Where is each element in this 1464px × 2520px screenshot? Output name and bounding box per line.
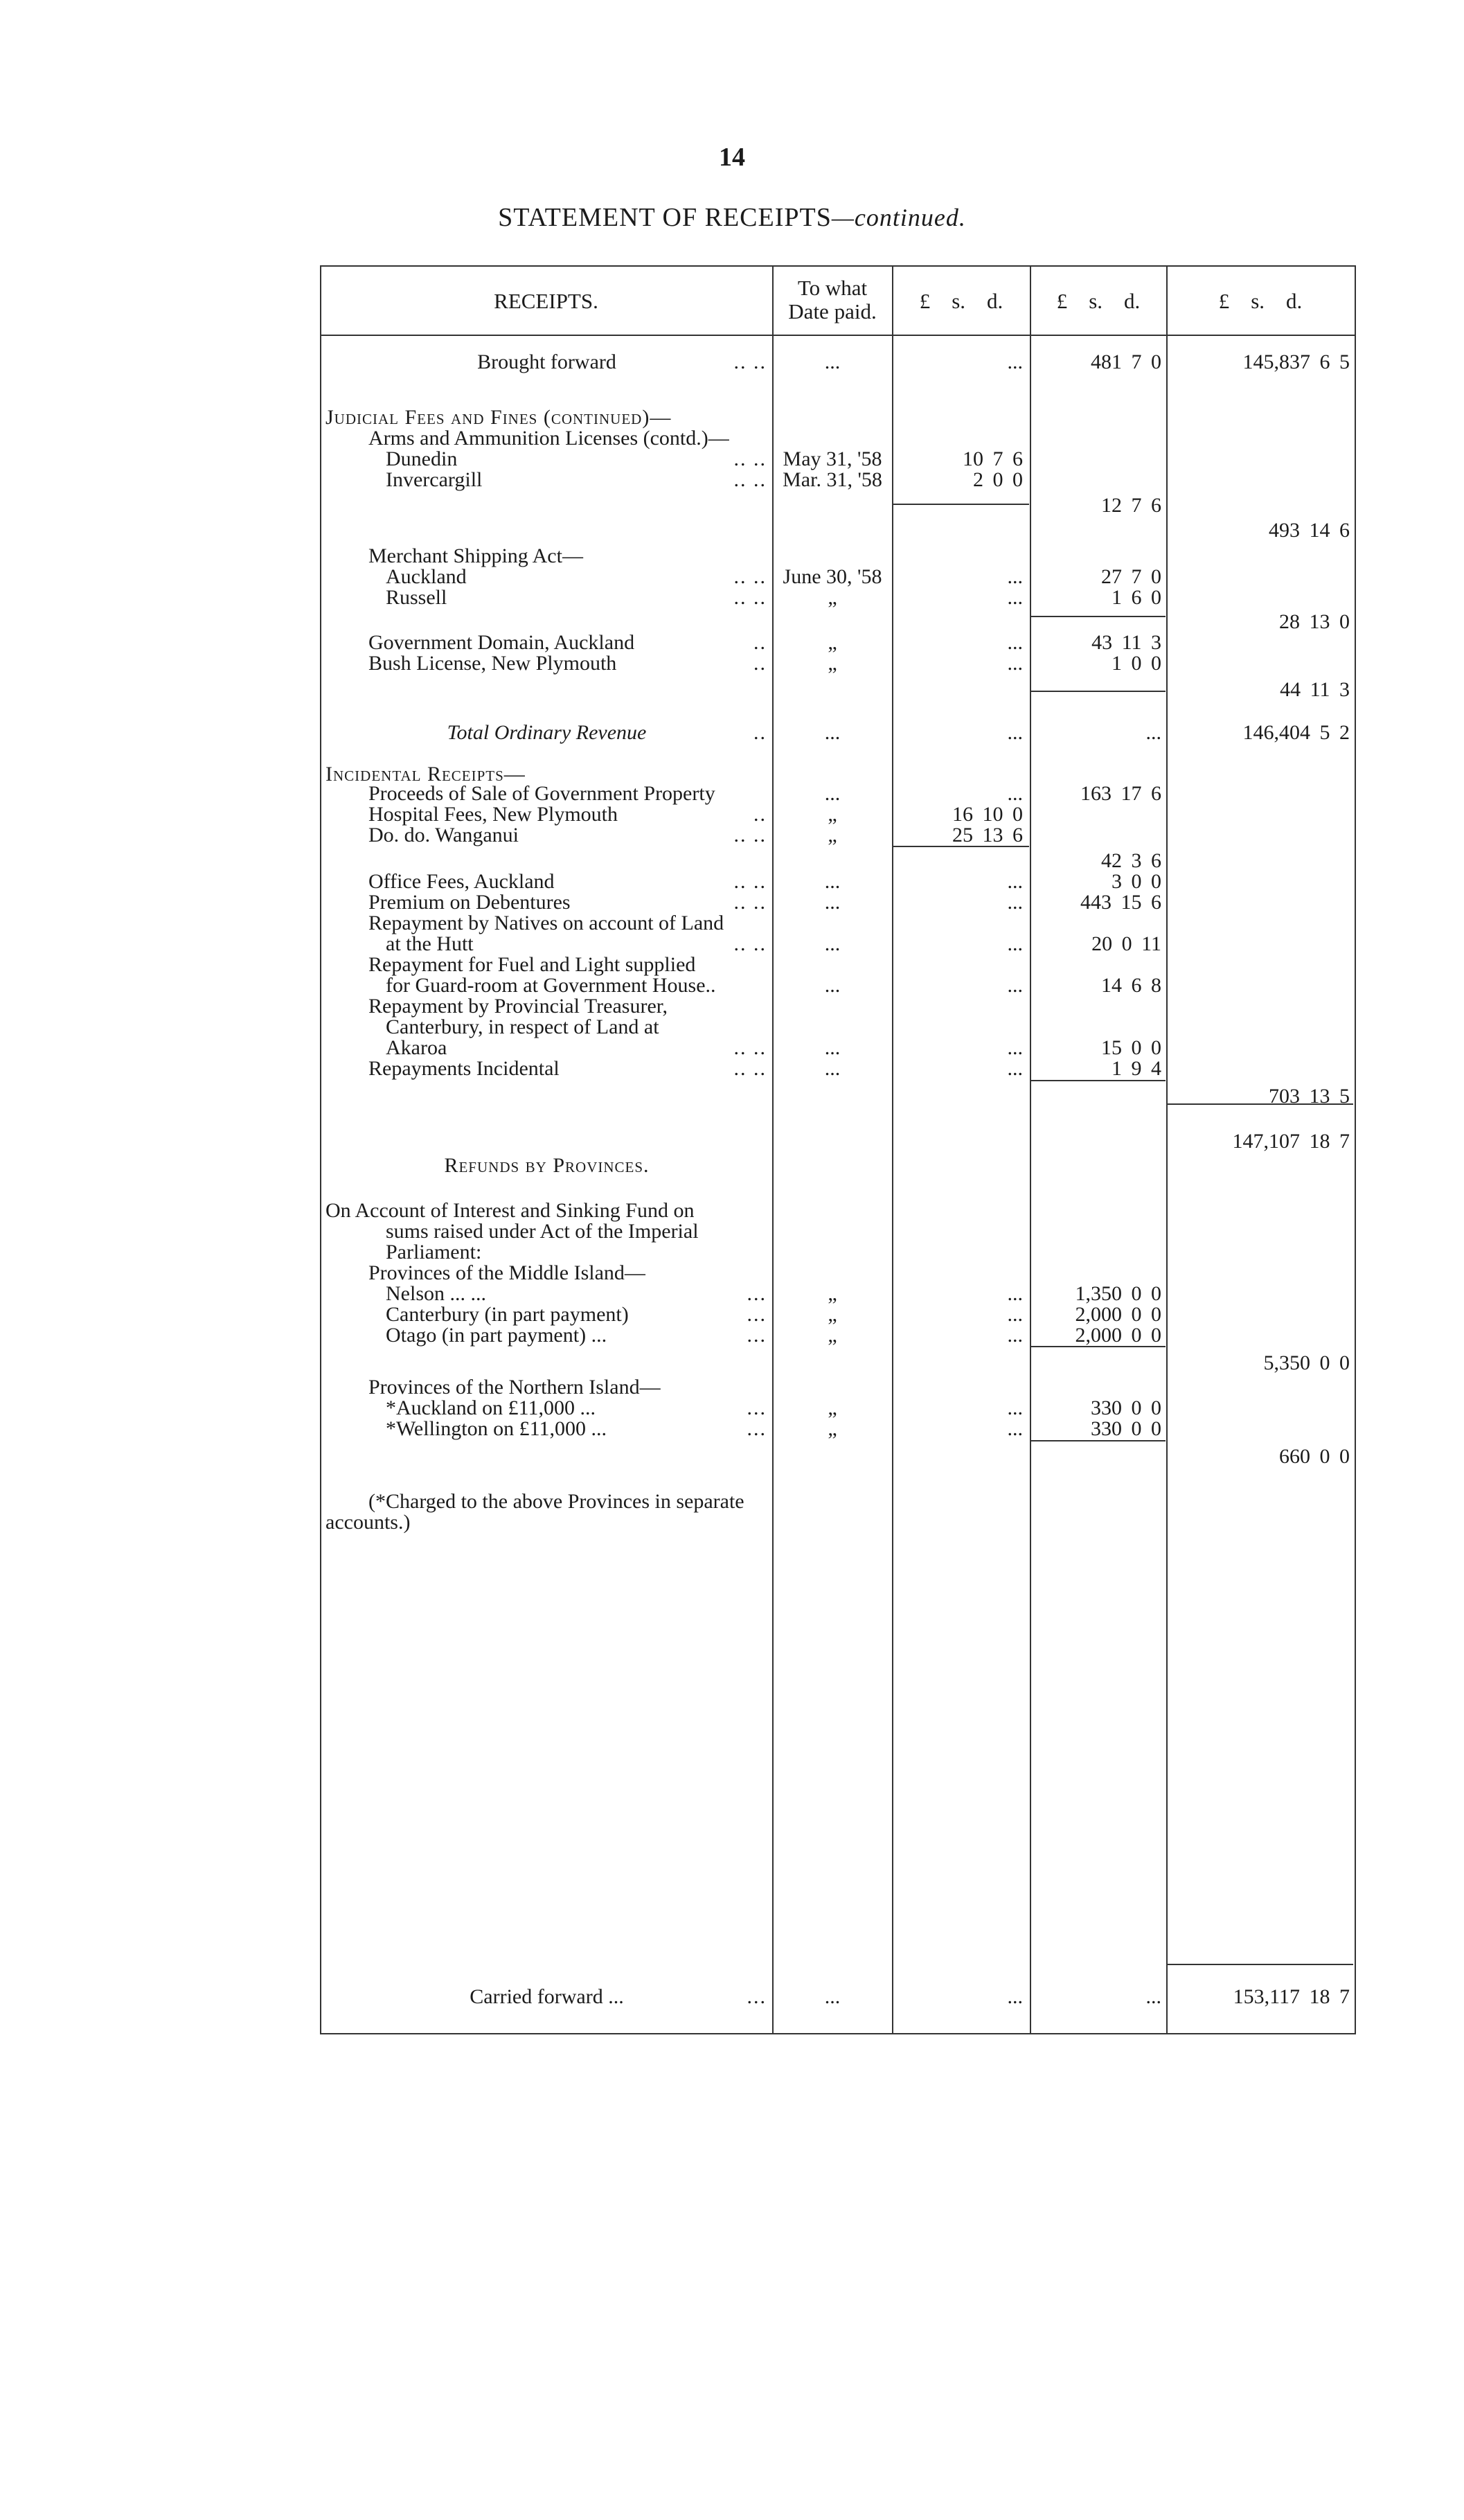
row-description: Provinces of the Northern Island— — [368, 1376, 661, 1399]
row-amount-col1: ... — [1007, 586, 1023, 609]
row-amount-col3: 703 13 5 — [1269, 1085, 1350, 1108]
row-leader-dots: .. .. — [733, 870, 767, 893]
row-amount-col1: ... — [1007, 1396, 1023, 1419]
row-date-paid: ... — [824, 932, 841, 955]
row-amount-col1: ... — [1007, 721, 1023, 744]
row-amount-col2: 1 6 0 — [1112, 586, 1161, 609]
sum-rule — [1168, 1964, 1353, 1965]
row-date-paid: „ — [828, 1282, 837, 1305]
row-leader-dots: .. .. — [733, 468, 767, 491]
title-suffix: —continued. — [831, 204, 966, 231]
row-description: Provinces of the Middle Island— — [368, 1261, 645, 1284]
top-rule — [320, 265, 1356, 267]
row-description: Canterbury, in respect of Land at — [386, 1015, 659, 1038]
row-description: Otago (in part payment) ... — [386, 1324, 607, 1347]
row-description: Auckland — [386, 565, 467, 588]
table-row — [320, 1153, 1356, 1178]
table-row — [320, 518, 1356, 543]
row-description: accounts.) — [325, 1511, 411, 1534]
row-amount-col3: 147,107 18 7 — [1232, 1130, 1350, 1153]
row-amount-col1: 16 10 0 — [952, 803, 1023, 826]
page-number: 14 — [719, 143, 745, 172]
row-date-paid: „ — [828, 652, 837, 675]
row-description: Dunedin — [386, 447, 458, 470]
row-amount-col1: ... — [1007, 1417, 1023, 1440]
row-amount-col1: ... — [1007, 631, 1023, 654]
row-date-paid: „ — [828, 803, 837, 826]
row-amount-col2: 15 0 0 — [1101, 1036, 1161, 1059]
row-description: Repayment by Provincial Treasurer, — [368, 995, 668, 1018]
header-date — [774, 276, 891, 323]
row-amount-col2: ... — [1145, 721, 1161, 744]
row-leader-dots: ... — [747, 1303, 767, 1326]
row-date-paid: ... — [824, 891, 841, 914]
page-title — [0, 202, 1464, 233]
header-col2: £ s. d. — [1056, 289, 1141, 313]
row-description: Brought forward — [477, 351, 616, 373]
row-amount-col1: ... — [1007, 932, 1023, 955]
row-date-paid: ... — [824, 351, 841, 373]
table-row — [320, 720, 1356, 745]
row-amount-col1: ... — [1007, 1282, 1023, 1305]
row-date-paid: „ — [828, 631, 837, 654]
row-amount-col3: 28 13 0 — [1279, 610, 1350, 633]
row-amount-col2: 1,350 0 0 — [1075, 1282, 1161, 1305]
row-amount-col2: 330 0 0 — [1091, 1396, 1161, 1419]
receipts-table — [320, 265, 1356, 2033]
row-leader-dots: .. — [753, 652, 767, 675]
row-date-paid: ... — [824, 870, 841, 893]
row-amount-col1: ... — [1007, 565, 1023, 588]
table-row — [320, 1056, 1356, 1081]
row-amount-col3: 145,837 6 5 — [1242, 351, 1350, 373]
row-amount-col1: ... — [1007, 891, 1023, 914]
row-amount-col2: 27 7 0 — [1101, 565, 1161, 588]
row-description: for Guard-room at Government House.. — [386, 974, 716, 997]
header-rule — [320, 335, 1356, 336]
header-date-line1: To what — [797, 276, 868, 300]
row-description: Repayment by Natives on account of Land — [368, 912, 724, 934]
row-amount-col2: 20 0 11 — [1091, 932, 1161, 955]
row-description: Refunds by Provinces. — [444, 1154, 650, 1177]
row-amount-col2: 3 0 0 — [1112, 870, 1161, 893]
row-amount-col3: 660 0 0 — [1279, 1445, 1350, 1468]
table-row — [320, 823, 1356, 848]
row-description: Russell — [386, 586, 447, 609]
row-amount-col1: ... — [1007, 1985, 1023, 2008]
table-row — [320, 585, 1356, 610]
table-row — [320, 677, 1356, 702]
table-row — [320, 468, 1356, 493]
row-amount-col3: 44 11 3 — [1280, 678, 1350, 701]
row-amount-col2: 481 7 0 — [1091, 351, 1161, 373]
row-leader-dots: ... — [747, 1282, 767, 1305]
row-amount-col2: 2,000 0 0 — [1075, 1324, 1161, 1347]
row-amount-col2: 163 17 6 — [1080, 782, 1161, 805]
row-description: Government Domain, Auckland — [368, 631, 635, 654]
row-leader-dots: .. .. — [733, 891, 767, 914]
row-description: Akaroa — [386, 1036, 447, 1059]
row-amount-col1: ... — [1007, 1324, 1023, 1347]
table-row — [320, 1417, 1356, 1441]
row-date-paid: Mar. 31, '58 — [783, 468, 882, 491]
row-date-paid: „ — [828, 586, 837, 609]
row-date-paid: ... — [824, 782, 841, 805]
row-amount-col2: ... — [1145, 1985, 1161, 2008]
table-row — [320, 1351, 1356, 1376]
row-description: Bush License, New Plymouth — [368, 652, 617, 675]
row-description: Repayment for Fuel and Light supplied — [368, 953, 696, 976]
row-date-paid: „ — [828, 1303, 837, 1326]
row-description: Merchant Shipping Act— — [368, 544, 583, 567]
row-amount-col3: 146,404 5 2 — [1242, 721, 1350, 744]
row-description: Repayments Incidental — [368, 1057, 560, 1080]
row-description: Carried forward ... — [470, 1985, 624, 2008]
table-row — [320, 651, 1356, 676]
row-leader-dots: .. .. — [733, 1057, 767, 1080]
header-receipts: RECEIPTS. — [494, 289, 598, 313]
table-row — [320, 1985, 1356, 2009]
row-description: sums raised under Act of the Imperial — [386, 1220, 699, 1243]
row-amount-col2: 42 3 6 — [1101, 849, 1161, 872]
row-description: *Wellington on £11,000 ... — [386, 1417, 607, 1440]
row-amount-col1: ... — [1007, 1303, 1023, 1326]
row-amount-col2: 14 6 8 — [1101, 974, 1161, 997]
row-leader-dots: .. .. — [733, 565, 767, 588]
row-leader-dots: ... — [747, 1985, 767, 2008]
row-amount-col1: ... — [1007, 351, 1023, 373]
row-amount-col1: ... — [1007, 652, 1023, 675]
row-date-paid: ... — [824, 1985, 841, 2008]
row-description: Invercargill — [386, 468, 483, 491]
row-description: Canterbury (in part payment) — [386, 1303, 629, 1326]
row-description: Arms and Ammunition Licenses (contd.)— — [368, 427, 729, 450]
row-description: at the Hutt — [386, 932, 474, 955]
row-amount-col1: 25 13 6 — [952, 824, 1023, 846]
title-text: STATEMENT OF RECEIPTS — [498, 203, 832, 232]
row-amount-col1: ... — [1007, 1057, 1023, 1080]
table-row — [320, 1084, 1356, 1109]
header-date-line2: Date paid. — [788, 299, 877, 323]
row-amount-col2: 330 0 0 — [1091, 1417, 1161, 1440]
row-description: On Account of Interest and Sinking Fund on — [325, 1199, 695, 1222]
row-description: Office Fees, Auckland — [368, 870, 555, 893]
header-col1: £ s. d. — [919, 289, 1003, 313]
row-description: Do. do. Wanganui — [368, 824, 519, 846]
row-description: Parliament: — [386, 1241, 482, 1263]
table-row — [320, 493, 1356, 518]
row-description: Premium on Debentures — [368, 891, 571, 914]
row-leader-dots: .. .. — [733, 824, 767, 846]
row-leader-dots: .. .. — [733, 447, 767, 470]
row-description: Incidental Receipts— — [325, 763, 526, 786]
row-leader-dots: ... — [747, 1324, 767, 1347]
row-date-paid: „ — [828, 824, 837, 846]
row-amount-col2: 2,000 0 0 — [1075, 1303, 1161, 1326]
row-date-paid: June 30, '58 — [783, 565, 882, 588]
row-amount-col2: 43 11 3 — [1091, 631, 1161, 654]
row-amount-col2: 12 7 6 — [1101, 494, 1161, 517]
row-leader-dots: ... — [747, 1396, 767, 1419]
table-row — [320, 1444, 1356, 1469]
row-description: Hospital Fees, New Plymouth — [368, 803, 618, 826]
row-date-paid: ... — [824, 974, 841, 997]
table-row — [320, 1510, 1356, 1535]
row-leader-dots: .. — [753, 721, 767, 744]
table-row — [320, 1129, 1356, 1154]
row-description: Proceeds of Sale of Government Property — [368, 782, 715, 805]
row-leader-dots: .. .. — [733, 1036, 767, 1059]
row-date-paid: ... — [824, 721, 841, 744]
row-description: (*Charged to the above Provinces in separate — [368, 1490, 744, 1513]
row-date-paid: ... — [824, 1057, 841, 1080]
table-row — [320, 350, 1356, 375]
row-amount-col1: ... — [1007, 974, 1023, 997]
row-description: *Auckland on £11,000 ... — [386, 1396, 596, 1419]
row-date-paid: May 31, '58 — [783, 447, 882, 470]
row-date-paid: ... — [824, 1036, 841, 1059]
row-description: Total Ordinary Revenue — [447, 721, 647, 744]
row-date-paid: „ — [828, 1396, 837, 1419]
row-amount-col2: 443 15 6 — [1080, 891, 1161, 914]
row-amount-col3: 153,117 18 7 — [1233, 1985, 1350, 2008]
table-row — [320, 1323, 1356, 1348]
row-amount-col2: 1 0 0 — [1112, 652, 1161, 675]
row-leader-dots: .. .. — [733, 351, 767, 373]
row-leader-dots: .. .. — [733, 932, 767, 955]
row-amount-col1: 2 0 0 — [973, 468, 1023, 491]
row-leader-dots: .. — [753, 803, 767, 826]
header-col3: £ s. d. — [1218, 289, 1303, 313]
row-amount-col2: 1 9 4 — [1112, 1057, 1161, 1080]
row-date-paid: „ — [828, 1417, 837, 1440]
row-leader-dots: ... — [747, 1417, 767, 1440]
row-amount-col3: 5,350 0 0 — [1263, 1351, 1350, 1374]
row-date-paid: „ — [828, 1324, 837, 1347]
row-description: Nelson ... ... — [386, 1282, 486, 1305]
row-leader-dots: .. .. — [733, 586, 767, 609]
row-leader-dots: .. — [753, 631, 767, 654]
bottom-rule — [320, 2033, 1356, 2034]
row-amount-col1: ... — [1007, 870, 1023, 893]
row-amount-col1: 10 7 6 — [963, 447, 1023, 470]
row-description: Judicial Fees and Fines (continued)— — [325, 406, 672, 429]
row-amount-col3: 493 14 6 — [1269, 519, 1350, 542]
row-amount-col1: ... — [1007, 1036, 1023, 1059]
row-amount-col1: ... — [1007, 782, 1023, 805]
